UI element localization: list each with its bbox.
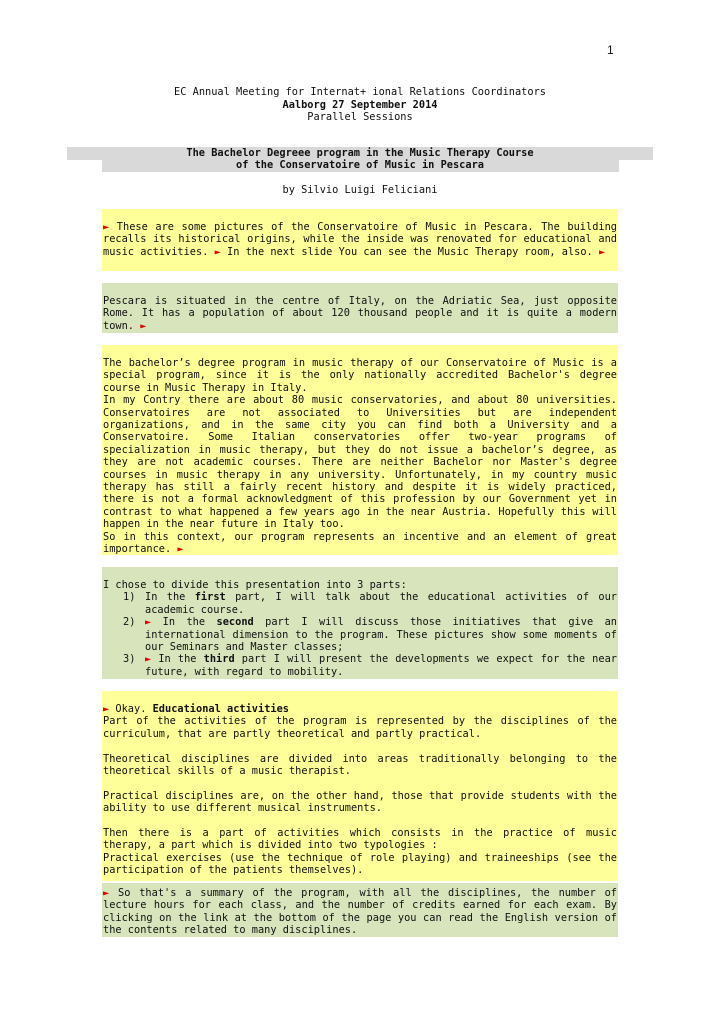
bachelor-p2: In my Contry there are about 80 music conservatories, and about 80 universities. Conservatoires are not associated to Universities but are independent organizations, and in the same city you can find both a University and a Conservatoire. Some Italian conservatories offer two-year programs of specialization in music therapy, but they do not issue a bachelor’s degree, as they are not academic courses. There are neither Bachelor nor Master's degree courses in music therapy in any university. Unfortunately, in my country music therapy has still a fairly recent history and despite it is widely practiced, there is not a formal acknowledgment of this profession by our Government yet in contrast to what happened a few years ago in the near Austria. Hopefully this will happen in the near future in Italy too. [103, 394, 617, 531]
list-item [103, 591, 617, 616]
part2-post: part I will discuss those initiatives that give an international dimension to the program. These pictures show some moments of our Seminars and Master classes; [145, 616, 617, 654]
pescara-text: Pescara is situated in the centre of Italy, on the Adriatic Sea, just opposite Rome. It has a population of about 120 thousand people and it is quite a modern town. [103, 295, 617, 332]
part3-post: part I will present the developments we expect for the near future, with regard to mobility. [145, 653, 617, 678]
header-session: Parallel Sessions [307, 111, 413, 123]
educational-p2: Theoretical disciplines are divided into areas traditionally belonging to the theoretical skills of a music therapist. [103, 752, 617, 778]
part3-bold: third [203, 653, 235, 666]
part1-post: part, I will talk about the educational activities of our academic course. [145, 591, 617, 616]
slide-arrow-icon: ► [177, 543, 184, 556]
parts-list [103, 591, 617, 678]
presentation-parts-section [102, 567, 618, 679]
bachelor-p1: The bachelor’s degree program in music therapy of our Conservatoire of Music is a special program, since it is the only nationally accredited Bachelor's degree course in Music Therapy in Italy. [103, 357, 617, 394]
pescara-paragraph [102, 283, 618, 333]
list-number: 1) [123, 591, 136, 604]
bachelor-program-section [102, 345, 618, 555]
slide-arrow-icon: ► [103, 221, 110, 233]
educational-p5: Practical exercises (use the technique of role playing) and traineeships (see the participation of the patients themselves). [103, 851, 617, 877]
educational-p4: Then there is a part of activities which consists in the practice of music therapy, a part which is divided into two typologies : [103, 827, 617, 852]
educational-p1: Part of the activities of the program is represented by the disciplines of the curriculum, that are partly theoretical and partly practical. [103, 715, 617, 740]
section-heading: Educational activities [152, 703, 289, 715]
pictures-text-1: These are some pictures of the Conservatoire of Music in Pescara. The building recalls its historical origins, while the inside was renovated for educational and music activities. [103, 221, 617, 258]
parts-intro: I chose to divide this presentation into 3 parts: [103, 579, 407, 591]
list-number: 2) [123, 616, 136, 629]
part2-pre: In the [151, 616, 217, 629]
educational-activities-section [102, 691, 618, 881]
slide-arrow-icon: ► [145, 653, 152, 666]
bachelor-p3: So in this context, our program represents an incentive and an element of great importance. [103, 530, 617, 556]
document-header [0, 86, 720, 124]
list-item [103, 653, 617, 678]
slide-arrow-icon: ► [103, 703, 110, 715]
title-line-1: The Bachelor Degreee program in the Music Therapy Course [186, 147, 534, 159]
summary-paragraph [102, 883, 618, 937]
document-title [0, 147, 720, 172]
pictures-text-2: In the next slide You can see the Music Therapy room, also. [220, 245, 599, 258]
author-line: by Silvio Luigi Feliciani [282, 184, 438, 196]
summary-text: So that's a summary of the program, with all the disciplines, the number of lecture hours for each class, and the number of credits earned for each exam. By clicking on the link at the bottom of the page you can read the English version of the contents related to many disciplines. [103, 887, 617, 937]
page-number: 1 [607, 43, 614, 57]
part3-pre: In the [151, 653, 204, 666]
pictures-paragraph [102, 209, 618, 271]
title-line-2: of the Conservatoire of Music in Pescara [236, 159, 484, 172]
list-item [103, 616, 617, 653]
educational-p3: Practical disciplines are, on the other hand, those that provide students with the ability to use different musical instruments. [103, 789, 617, 815]
header-location-date: Aalborg 27 September 2014 [282, 98, 438, 111]
slide-arrow-icon: ► [140, 319, 147, 332]
header-meeting-title: EC Annual Meeting for Internat+ ional Relations Coordinators [174, 86, 546, 98]
part2-bold: second [216, 616, 254, 629]
slide-arrow-icon: ► [598, 245, 606, 258]
slide-arrow-icon: ► [214, 245, 221, 258]
slide-arrow-icon: ► [103, 887, 110, 899]
part1-bold: first [194, 591, 226, 604]
slide-arrow-icon: ► [145, 616, 152, 629]
part1-pre: In the [145, 591, 195, 604]
list-number: 3) [123, 653, 136, 666]
okay-text: Okay. [109, 703, 153, 715]
